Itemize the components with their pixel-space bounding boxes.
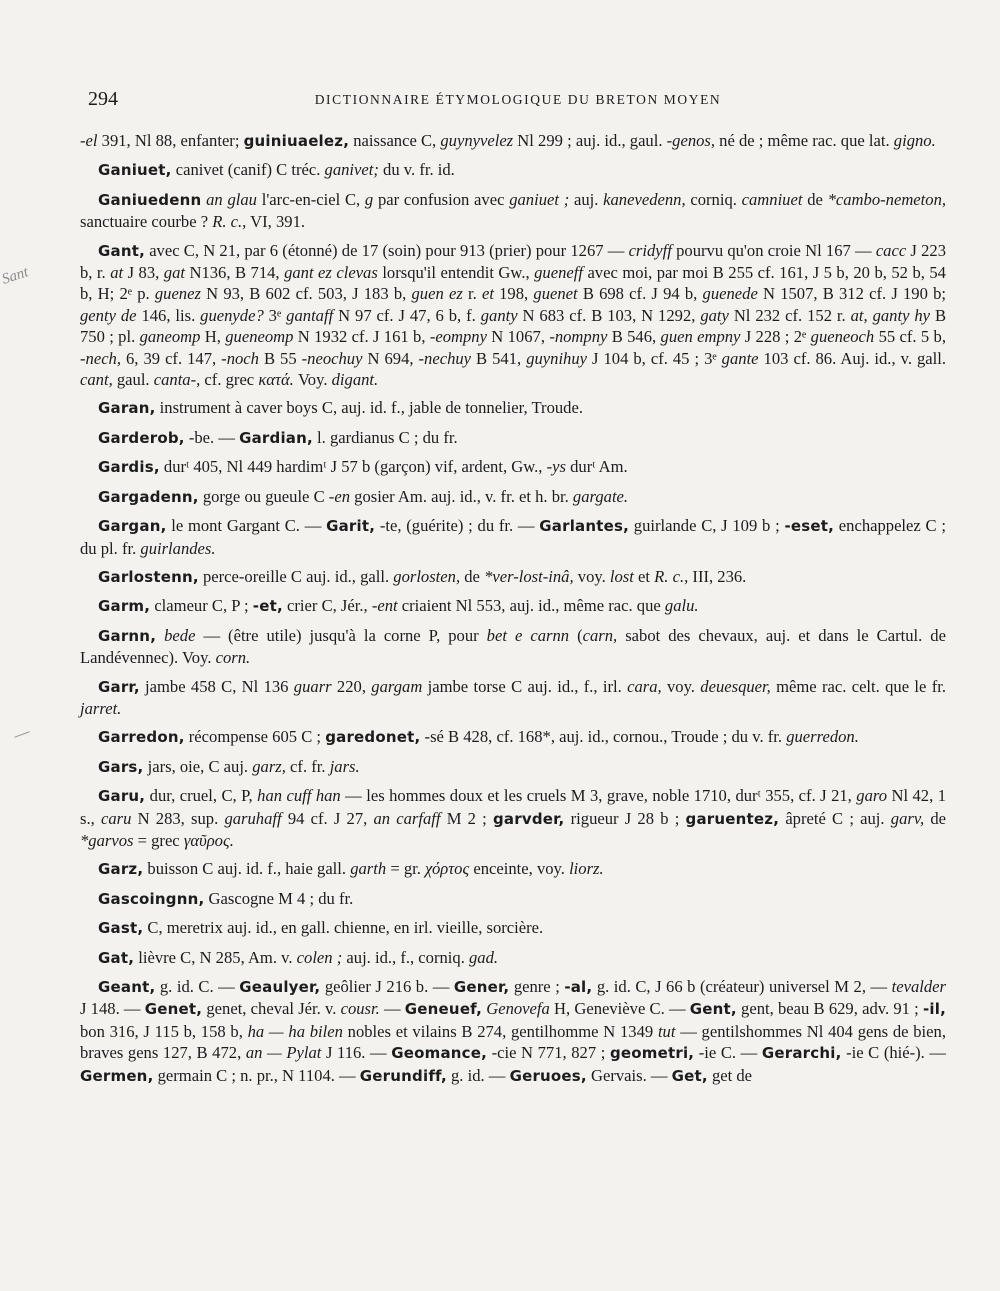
- entry-text: N 93, B 602 cf. 503, J 183 b,: [200, 284, 412, 304]
- headword: Gent,: [689, 1000, 737, 1019]
- headword: Geaulyer,: [239, 978, 321, 996]
- italic-form: κατά.: [258, 370, 294, 390]
- entry-text: 198,: [493, 284, 534, 304]
- entry-text: Voy.: [293, 370, 332, 390]
- entry-text: 55 cf. 5 b,: [874, 327, 946, 347]
- italic-form: garuhaff: [224, 808, 282, 828]
- italic-form: -nompny: [549, 327, 608, 347]
- headword: Garm,: [98, 597, 151, 616]
- entry-text: N 683 cf. B 103, N 1292,: [517, 305, 701, 325]
- italic-form: *cambo-nemeton,: [827, 189, 947, 209]
- headword: Garr,: [98, 677, 140, 696]
- italic-form: an — Pylat: [245, 1043, 322, 1063]
- headword: -il,: [922, 1000, 946, 1019]
- italic-form: gueneomp: [225, 327, 294, 347]
- headword: Gast,: [98, 919, 144, 938]
- entry-text: Nl 299 ; auj. id., gaul.: [513, 131, 667, 150]
- italic-form: gorlosten,: [393, 566, 461, 586]
- entry-text: -be. —: [184, 427, 240, 447]
- italic-form: guen empny: [660, 327, 741, 347]
- headword: Garz,: [98, 860, 144, 879]
- italic-form: garz,: [252, 756, 286, 776]
- entry-text: sanctuaire courbe ?: [80, 212, 213, 232]
- dictionary-entry: [80, 756, 946, 778]
- entry-text: B 546,: [607, 327, 661, 347]
- entry-text: gorge ou gueule C: [198, 486, 329, 506]
- italic-form: garv,: [890, 808, 925, 828]
- entry-text: M 2 ;: [440, 808, 493, 828]
- headword: Gargan,: [98, 517, 167, 536]
- dictionary-entry: [80, 240, 946, 391]
- entry-text: de: [460, 566, 485, 586]
- dictionary-entry: [80, 947, 946, 969]
- entry-text: — les hommes doux et les cruels M 3, grave, noble 1710, durᵗ 355, cf. J 21,: [340, 786, 857, 806]
- entry-text: -ie C (hié-). —: [841, 1043, 947, 1063]
- italic-form: at, ganty hy: [850, 305, 931, 325]
- entry-text: geôlier J 216 b. —: [320, 977, 454, 996]
- italic-form: guynyvelez: [440, 131, 514, 150]
- italic-form: guenede: [702, 284, 758, 304]
- entry-text: 94 cf. J 27,: [281, 808, 374, 828]
- italic-form: guen ez: [411, 284, 463, 304]
- headword: Geneuef,: [404, 1000, 482, 1019]
- entry-text: perce-oreille C auj. id., gall.: [198, 566, 394, 586]
- entry-text: bon 316, J 115 b, 158 b,: [80, 1021, 248, 1041]
- dictionary-entry: [80, 486, 946, 508]
- entry-text: 146, lis.: [136, 305, 201, 325]
- headword: Garlostenn,: [98, 567, 199, 586]
- headword: Garderob,: [98, 428, 185, 447]
- dictionary-entry: [80, 427, 946, 449]
- headword: guiniuaelez,: [243, 132, 350, 150]
- italic-form: liorz.: [569, 859, 604, 879]
- headword: Ganiuet,: [98, 161, 172, 180]
- italic-form: cara,: [627, 676, 662, 696]
- entry-text: et: [633, 566, 655, 586]
- entry-text: né de ; même rac. que lat.: [715, 131, 894, 150]
- italic-form: -eompny: [429, 327, 487, 347]
- entry-text: 3ᵉ: [263, 305, 287, 325]
- italic-form: gant ez clevas: [284, 263, 378, 283]
- italic-form: R. c.,: [212, 212, 247, 232]
- entry-text: VI, 391.: [246, 212, 306, 232]
- entry-text: durᵗ 405, Nl 449 hardimᵗ J 57 b (garçon) vif, ardent, Gw.,: [159, 457, 547, 477]
- page-header: [88, 88, 948, 118]
- entry-text: voy.: [661, 676, 701, 696]
- headword: Gardian,: [239, 428, 313, 447]
- italic-form: lost: [609, 566, 634, 586]
- headword: Gars,: [98, 757, 144, 776]
- italic-form: -nech,: [80, 348, 121, 368]
- dictionary-entry: [80, 625, 946, 669]
- entry-text: J 104 b, cf. 45 ; 3ᵉ: [587, 348, 722, 368]
- italic-form: guirlandes.: [140, 538, 216, 558]
- entry-text: jambe 458 C, Nl 136: [139, 676, 294, 696]
- entry-text: l'arc-en-ciel C,: [256, 189, 365, 209]
- entry-text: enchappelez C ; du pl. fr.: [80, 516, 946, 558]
- entry-text: buisson C auj. id. f., haie gall.: [143, 859, 351, 879]
- italic-form: χόρτος: [425, 859, 470, 879]
- entry-text: lorsqu'il entendit Gw.,: [377, 263, 535, 283]
- italic-form: gat: [163, 263, 185, 283]
- italic-form: jarret.: [80, 698, 122, 718]
- entry-text: de: [802, 189, 828, 209]
- headword: -et,: [252, 597, 283, 616]
- dictionary-entries: [80, 130, 946, 1094]
- headword: Ganiuedenn: [98, 190, 202, 209]
- italic-form: gantaff: [286, 305, 334, 325]
- headword: Gardis,: [98, 458, 160, 477]
- entry-text: g. id. C, J 66 b (créateur) universel M 2, —: [592, 977, 892, 996]
- italic-form: R. c.,: [654, 566, 689, 586]
- dictionary-entry: [80, 515, 946, 559]
- italic-form: galu.: [664, 596, 699, 616]
- italic-form: guynihuy: [526, 348, 588, 368]
- italic-form: gaty: [700, 305, 729, 325]
- italic-form: corn.: [215, 648, 251, 668]
- entry-text: Gervais. —: [586, 1065, 672, 1085]
- entry-text: lièvre C, N 285, Am. v.: [134, 947, 297, 967]
- italic-form: gueneff: [534, 263, 583, 283]
- italic-form: bede: [164, 625, 196, 645]
- entry-text: sabot des chevaux, auj. et dans le Cartul. de Landévennec). Voy.: [80, 625, 946, 668]
- headword: Germen,: [80, 1066, 154, 1085]
- entry-text: B 541,: [471, 348, 527, 368]
- italic-form: tevalder: [891, 977, 947, 996]
- entry-text: naissance C,: [349, 131, 441, 150]
- entry-text: -ie C. —: [694, 1043, 762, 1063]
- italic-form: cant,: [80, 370, 113, 390]
- entry-text: rigueur J 28 b ;: [564, 808, 686, 828]
- entry-text: C, meretrix auj. id., en gall. chienne, en irl. vieille, sorcière.: [143, 918, 544, 938]
- entry-text: 391, Nl 88, enfanter;: [97, 131, 244, 150]
- italic-form: garth: [350, 859, 387, 879]
- italic-form: guerredon.: [786, 727, 859, 747]
- italic-form: gante: [721, 348, 759, 368]
- entry-text: gosier Am. auj. id., v. fr. et h. br.: [350, 486, 573, 506]
- entry-text: du v. fr. id.: [378, 160, 455, 180]
- entry-text: récompense 605 C ;: [184, 727, 326, 747]
- entry-text: jars, oie, C auj.: [143, 756, 253, 776]
- headword: Gerundiff,: [359, 1066, 447, 1085]
- entry-text: l. gardianus C ; du fr.: [312, 427, 458, 447]
- italic-form: gargam: [371, 676, 423, 696]
- entry-text: cf. fr.: [285, 756, 330, 776]
- italic-form: garo: [856, 786, 888, 806]
- entry-text: genre ;: [509, 977, 565, 996]
- italic-form: an glau: [206, 189, 257, 209]
- headword: geometri,: [609, 1044, 695, 1063]
- headword: Genet,: [144, 1000, 203, 1019]
- italic-form: cousr.: [340, 999, 380, 1019]
- italic-form: han cuff han: [257, 786, 341, 806]
- entry-text: J 116. —: [321, 1043, 392, 1063]
- entry-text: III, 236.: [688, 566, 747, 586]
- entry-text: — (être utile) jusqu'à la corne P, pour: [195, 625, 487, 645]
- italic-form: *ver-lost-inâ,: [484, 566, 574, 586]
- headword: Garan,: [98, 399, 156, 418]
- dictionary-entry: [80, 159, 946, 181]
- italic-form: guarr: [293, 676, 332, 696]
- headword: garvder,: [493, 809, 565, 828]
- headword: garedonet,: [325, 728, 421, 747]
- italic-form: -en: [328, 486, 350, 506]
- entry-text: instrument à caver boys C, auj. id. f., jable de tonnelier, Troude.: [155, 398, 583, 418]
- italic-form: ganiuet ;: [509, 189, 570, 209]
- entry-text: N 283, sup.: [131, 808, 225, 828]
- italic-form: digant.: [331, 370, 379, 390]
- entry-text: 103 cf. 86. Auj. id., v. gall.: [758, 348, 947, 368]
- entry-text: -sé B 428, cf. 168*, auj. id., cornou., Troude ; du v. fr.: [420, 727, 787, 747]
- entry-text: B 750 ; pl.: [80, 305, 947, 347]
- italic-form: at: [110, 263, 124, 283]
- entry-text: — gentilshommes Nl 404 gens de bien, braves gens 127, B 472,: [80, 1021, 946, 1063]
- entry-text: Gascogne M 4 ; du fr.: [204, 888, 354, 908]
- entry-text: Nl 42, 1 s.,: [80, 786, 946, 828]
- entry-text: nobles et vilains B 274, gentilhomme N 1349: [342, 1021, 658, 1041]
- entry-text: B 698 cf. J 94 b,: [577, 284, 703, 304]
- dictionary-entry: [80, 676, 946, 720]
- italic-form: colen ;: [296, 947, 343, 967]
- entry-text: N 694,: [362, 348, 419, 368]
- italic-form: -el: [80, 131, 98, 150]
- entry-text: -cie N 771, 827 ;: [487, 1043, 610, 1063]
- italic-form: -ys: [546, 457, 566, 477]
- entry-text: avec moi, par moi B 255 cf. 161, J 5 b, 20 b, 52 b, 54 b, H; 2ᵉ p.: [80, 263, 946, 304]
- entry-text: dur, cruel, C, P,: [145, 786, 258, 806]
- entry-text: gent, beau B 629, adv. 91 ;: [736, 999, 923, 1019]
- italic-form: -neochuy: [301, 348, 363, 368]
- italic-form: -ent: [371, 596, 398, 616]
- italic-form: gueneoch: [810, 327, 875, 347]
- italic-form: -nechuy: [418, 348, 472, 368]
- entry-text: corniq.: [685, 189, 742, 209]
- italic-form: et: [481, 284, 494, 304]
- entry-text: jambe torse C auj. id., f., irl.: [422, 676, 628, 696]
- dictionary-entry: [80, 595, 946, 617]
- italic-form: cridyff: [628, 240, 672, 260]
- margin-mark: [14, 731, 29, 737]
- entry-text: g. id. C. —: [155, 977, 240, 996]
- entry-text: J 148. —: [80, 999, 145, 1019]
- headword: Get,: [671, 1066, 708, 1085]
- entry-text: = gr.: [386, 859, 426, 879]
- entry-text: B 55: [258, 348, 302, 368]
- entry-text: (: [569, 625, 583, 645]
- margin-annotation: Sant: [0, 264, 31, 288]
- dictionary-entry: [80, 397, 946, 419]
- headword: Gascoingnn,: [98, 889, 205, 908]
- dictionary-entry: [80, 858, 946, 880]
- entry-text: par confusion avec: [373, 189, 510, 209]
- entry-text: g. id. —: [446, 1065, 510, 1085]
- italic-form: guenez: [154, 284, 201, 304]
- entry-text: N 1507, B 312 cf. J 190 b;: [757, 284, 947, 304]
- entry-text: 220,: [331, 676, 372, 696]
- entry-text: avec C, N 21, par 6 (étonné) de 17 (soin) pour 913 (prier) pour 1267 —: [144, 240, 629, 260]
- entry-text: J 83,: [123, 263, 164, 283]
- entry-text: -te, (guérite) ; du fr. —: [375, 516, 540, 536]
- italic-form: carn,: [582, 625, 618, 645]
- entry-text: gaul.: [112, 370, 154, 390]
- italic-form: *garvos: [80, 830, 134, 850]
- entry-text: get de: [707, 1065, 753, 1085]
- entry-text: N136, B 714,: [184, 263, 285, 283]
- entry-text: criaient Nl 553, auj. id., même rac. que: [397, 596, 665, 616]
- headword: -al,: [564, 978, 593, 996]
- entry-text: auj. id., f., corniq.: [342, 947, 469, 967]
- entry-text: enceinte, voy.: [469, 859, 570, 879]
- running-title: DICTIONNAIRE ÉTYMOLOGIQUE DU BRETON MOYEN: [314, 92, 722, 107]
- italic-form: genty de: [80, 305, 137, 325]
- headword: -eset,: [784, 517, 835, 536]
- headword: Gerarchi,: [761, 1044, 842, 1063]
- italic-form: -genos,: [666, 131, 716, 150]
- headword: Garit,: [326, 517, 376, 536]
- dictionary-entry: [80, 976, 946, 1087]
- entry-text: âpreté C ; auj.: [779, 808, 891, 828]
- headword: Gat,: [98, 948, 135, 967]
- entry-text: le mont Gargant C. —: [166, 516, 327, 536]
- dictionary-entry: [80, 456, 946, 478]
- entry-text: durᵗ Am.: [565, 457, 628, 477]
- italic-form: camniuet: [741, 189, 803, 209]
- entry-text: = grec: [133, 830, 184, 850]
- entry-text: clameur C, P ;: [150, 596, 253, 616]
- italic-form: ganivet;: [324, 160, 379, 180]
- entry-text: 6, 39 cf. 147,: [121, 348, 222, 368]
- entry-text: de: [924, 808, 946, 828]
- entry-text: H, Geneviève C. —: [549, 999, 690, 1019]
- dictionary-entry: [80, 189, 946, 233]
- italic-form: kanevedenn,: [603, 189, 686, 209]
- headword: garuentez,: [685, 809, 780, 828]
- entry-text: genet, cheval Jér. v.: [202, 999, 341, 1019]
- italic-form: bet e carnn: [486, 625, 570, 645]
- entry-text: J 223 b, r.: [80, 240, 946, 283]
- entry-text: r.: [462, 284, 482, 304]
- italic-form: cacc: [875, 240, 907, 260]
- italic-form: g: [364, 189, 374, 209]
- entry-text: germain C ; n. pr., N 1104. —: [153, 1065, 360, 1085]
- entry-text: guirlande C, J 109 b ;: [629, 516, 785, 536]
- entry-text: cf. grec: [200, 370, 259, 390]
- headword: Geomance,: [391, 1044, 488, 1063]
- italic-form: gargate.: [572, 486, 629, 506]
- headword: Garlantes,: [539, 517, 630, 536]
- headword: Gener,: [453, 978, 510, 996]
- italic-form: caru: [100, 808, 132, 828]
- dictionary-entry: [80, 130, 946, 152]
- italic-form: deuesquer,: [700, 676, 771, 696]
- italic-form: guenyde?: [200, 305, 264, 325]
- entry-text: canivet (canif) C tréc.: [171, 160, 325, 180]
- italic-form: canta-,: [153, 370, 201, 390]
- italic-form: γαῦρος.: [183, 830, 234, 850]
- headword: Garredon,: [98, 728, 185, 747]
- dictionary-entry: [80, 726, 946, 748]
- entry-text: pourvu qu'on croie Nl 167 —: [671, 240, 876, 260]
- italic-form: an carfaff: [373, 808, 441, 828]
- italic-form: gigno.: [893, 131, 936, 150]
- dictionary-entry: [80, 566, 946, 588]
- entry-text: N 1932 cf. J 161 b,: [293, 327, 430, 347]
- headword: Gargadenn,: [98, 487, 199, 506]
- italic-form: jars.: [329, 756, 360, 776]
- headword: Garnn,: [98, 626, 157, 645]
- headword: Geant,: [98, 978, 156, 996]
- entry-text: H,: [200, 327, 226, 347]
- entry-text: N 1067,: [486, 327, 550, 347]
- dictionary-entry: [80, 917, 946, 939]
- headword: Garu,: [98, 787, 146, 806]
- italic-form: ha — ha bilen: [247, 1021, 343, 1041]
- entry-text: auj.: [569, 189, 604, 209]
- entry-text: voy.: [573, 566, 610, 586]
- italic-form: gad.: [469, 947, 499, 967]
- dictionary-entry: [80, 888, 946, 910]
- italic-form: guenet: [533, 284, 578, 304]
- entry-text: Nl 232 cf. 152 r.: [728, 305, 851, 325]
- italic-form: ganeomp: [139, 327, 201, 347]
- page-number: 294: [88, 88, 118, 110]
- italic-form: Genovefa: [486, 999, 550, 1019]
- entry-text: J 228 ; 2ᵉ: [740, 327, 811, 347]
- italic-form: tut: [657, 1021, 676, 1041]
- headword: Gant,: [98, 241, 145, 260]
- dictionary-entry: [80, 785, 946, 851]
- entry-text: [156, 626, 164, 645]
- italic-form: -noch: [221, 348, 259, 368]
- headword: Geruoes,: [509, 1066, 587, 1085]
- entry-text: N 97 cf. J 47, 6 b, f.: [333, 305, 481, 325]
- entry-text: même rac. celt. que le fr.: [770, 676, 946, 696]
- entry-text: crier C, Jér.,: [282, 596, 372, 616]
- entry-text: —: [379, 999, 405, 1019]
- italic-form: ganty: [480, 305, 518, 325]
